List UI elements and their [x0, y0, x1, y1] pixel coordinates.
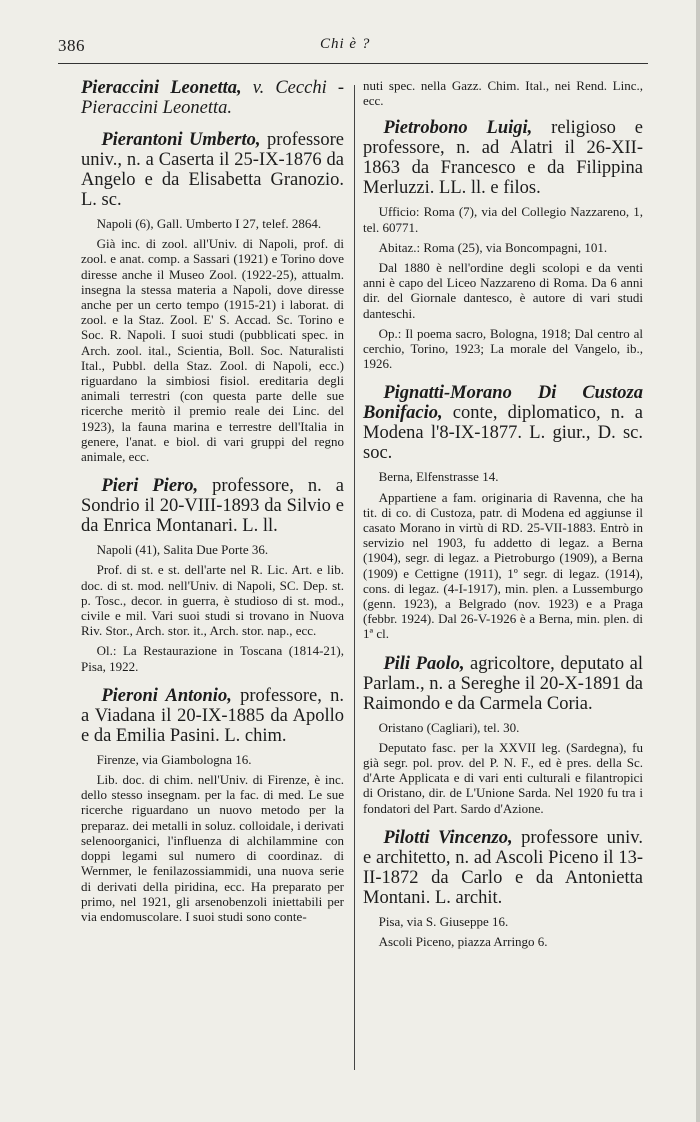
entry-pieraccini [81, 78, 344, 118]
entry-pignatti-morano [363, 383, 643, 641]
entry-description: conte, diplomatico, n. a Modena l'8-IX-1877. L. giur., D. sc. soc. [363, 403, 643, 464]
entry-body: Lib. doc. di chim. nell'Univ. di Firenze, è inc. dello stesso insegnam. per la fac. di med. Le sue ricerche riguardano un nuovo metodo per la preparaz. dei metalli in soluz. colloidale, i derivati selenoorganici, l'influenza di alchilammine con doppi legami sul numero di coordinaz. di Wernmer, le fenilazossiammidi, una nuova serie di derivati della piridina, ecc. Ha preparato per primo, nel 1921, gli arsenobenzoli iniettabili per via endomuscolare. I suoi studi sono conte- [81, 772, 344, 924]
right-column [363, 78, 643, 961]
entry-pili [363, 654, 643, 816]
entry-name: Pignatti-Morano Di Custoza Bonifacio, [363, 383, 643, 424]
entry-address: Oristano (Cagliari), tel. 30. [378, 719, 520, 735]
entry-works: Ol.: La Restaurazione in Toscana (1814-21), Pisa, 1922. [81, 643, 344, 674]
entry-heading [81, 476, 344, 536]
entry-address: Napoli (41), Salita Due Porte 36. [96, 542, 269, 558]
entry-pilotti [363, 828, 643, 949]
entry-heading [81, 130, 344, 210]
entry-name: Pieroni Antonio, [101, 685, 232, 706]
entry-heading [363, 654, 643, 714]
header-rule [58, 63, 648, 64]
entry-name: Pieri Piero, [101, 476, 199, 497]
entry-body: Dal 1880 è nell'ordine degli scolopi e da venti anni è capo del Liceo Nazzareno di Roma. Da 6 anni dir. del Giornale dantesco, è autore di vari studi danteschi. [363, 260, 643, 321]
entry-works: Op.: Il poema sacro, Bologna, 1918; Dal centro al cerchio, Torino, 1923; La morale del Vangelo, ib., 1926. [363, 325, 643, 372]
entry-pierantoni [81, 130, 344, 464]
column-divider [354, 85, 355, 1070]
left-column [81, 78, 344, 936]
entry-heading [81, 78, 344, 118]
entry-address-office: Ufficio: Roma (7), via del Collegio Nazzareno, 1, tel. 60771. [363, 204, 643, 235]
entry-pieroni [81, 686, 344, 924]
page-header [58, 36, 658, 60]
entry-pieri [81, 476, 344, 674]
entry-heading [363, 383, 643, 463]
running-title: Chi è ? [320, 36, 371, 52]
entry-address: Berna, Elfenstrasse 14. [378, 469, 499, 485]
entry-crossref: v. Cecchi - Pieraccini Leonetta. [81, 78, 344, 118]
entry-address-secondary: Ascoli Piceno, piazza Arringo 6. [378, 934, 548, 950]
entry-body: Prof. di st. e st. dell'arte nel R. Lic. Art. e lib. doc. di st. mod. nell'Univ. di Napoli, SC. Dep. st. p. Tosc., decor. in guerra, è studioso di st. mod., civile e mil. Vari suoi studi si trovano in Nuova Riv. Stor., Arch. stor. it., Arch. stor. nap., ecc. [81, 562, 344, 639]
entry-address: Pisa, via S. Giuseppe 16. [378, 913, 509, 929]
entry-address: Napoli (6), Gall. Umberto I 27, telef. 2864. [96, 216, 322, 231]
entry-name: Pilotti Vincenzo, [383, 827, 513, 848]
entry-name: Pietrobono Luigi, [383, 118, 533, 139]
page-edge [696, 0, 700, 1122]
entry-body: Deputato fasc. per la XXVII leg. (Sardegna), fu già segr. pol. prov. del P. N. F., ed è pres. della Sc. d'Arte Applicata e di vari enti culturali e filantropici di Oristano, dir. de L'Unione Sarda. Nel 1920 fu tra i fondatori del Part. Sardo d'Azione. [363, 739, 643, 816]
entry-description: religioso e professore, n. ad Alatri il 26-XII-1863 da Francesco e da Filippina Merluzzi. LL. ll. e filos. [363, 118, 643, 199]
entry-heading [363, 828, 643, 908]
entry-heading [363, 118, 643, 198]
entry-description: professore, n. a Viadana il 20-IX-1885 da Apollo e da Emilia Pasini. L. chim. [81, 685, 344, 746]
entry-name: Pierantoni Umberto, [101, 130, 261, 150]
entry-name: Pili Paolo, [383, 653, 465, 674]
entry-description: professore, n. a Sondrio il 20-VIII-1893 da Silvio e da Enrica Montanari. L. ll. [81, 476, 345, 537]
entry-address-home: Abitaz.: Roma (25), via Boncompagni, 101. [378, 239, 608, 255]
entry-address: Firenze, via Giambologna 16. [96, 751, 252, 767]
entry-description: professore univ. e architetto, n. ad Ascoli Piceno il 13-II-1872 da Carlo e da Antonietta Montani. L. archit. [363, 827, 643, 908]
entry-pietrobono [363, 118, 643, 371]
entry-description: agricoltore, deputato al Parlam., n. a Sereghe il 20-X-1891 da Raimondo e da Carmela Coria. [363, 653, 643, 714]
entry-body: Appartiene a fam. originaria di Ravenna, che ha tit. di co. di Custoza, patr. di Modena ed aggiunse il casato Morano in virtù di RD. 25-VII-1883. Entrò in servizio nel 1903, fu addetto di legaz. a Berna (1904), segr. di legaz. a Pietroburgo (1909), a Berna (1909) e Cettigne (1911), 1º segr. di legaz. (1914), cons. di legaz. (4-I-1917), min. plen. a Lussemburgo (genn. 1923), a Belgrado (nov. 1923) e a Praga (febbr. 1924). Dal 26-V-1926 è a Berna, min. plen. di 1ª cl. [363, 489, 643, 642]
entry-description: professore univ., n. a Caserta il 25-IX-1876 da Angelo e da Elisabetta Granozio. L. sc. [81, 130, 344, 210]
entry-continuation: nuti spec. nella Gazz. Chim. Ital., nei Rend. Linc., ecc. [363, 78, 643, 109]
entry-name: Pieraccini Leonetta, [81, 78, 242, 98]
page-number: 386 [58, 36, 85, 55]
entry-body: Già inc. di zool. all'Univ. di Napoli, prof. di zool. e anat. comp. a Sassari (1921) e Torino dove diresse anche il Museo Zool. (1922-25), attualm. insegna la stessa materia a Napoli, dove diresse anche per un certo tempo (1915-21) i laborat. di zool. e la Staz. Zool. E' S. Accad. Sc. Torino e Soc. R. Napoli. I suoi studi (pubblicati spec. in Arch. zool. ital., Scientia, Boll. Soc. Naturalisti Ital., Pubbl. della Staz. Zool. di Napoli, ecc.) riguardano la simbiosi fisiol. ereditaria degli animali terrestri (con questa parte delle sue ricerche meritò il premio reale dei Linc. del 1923), la fauna marina e terrestre dell'Italia in genere, l'anat. e biol. di vari gruppi del regno animale, ecc. [81, 236, 344, 465]
entry-heading [81, 686, 344, 746]
